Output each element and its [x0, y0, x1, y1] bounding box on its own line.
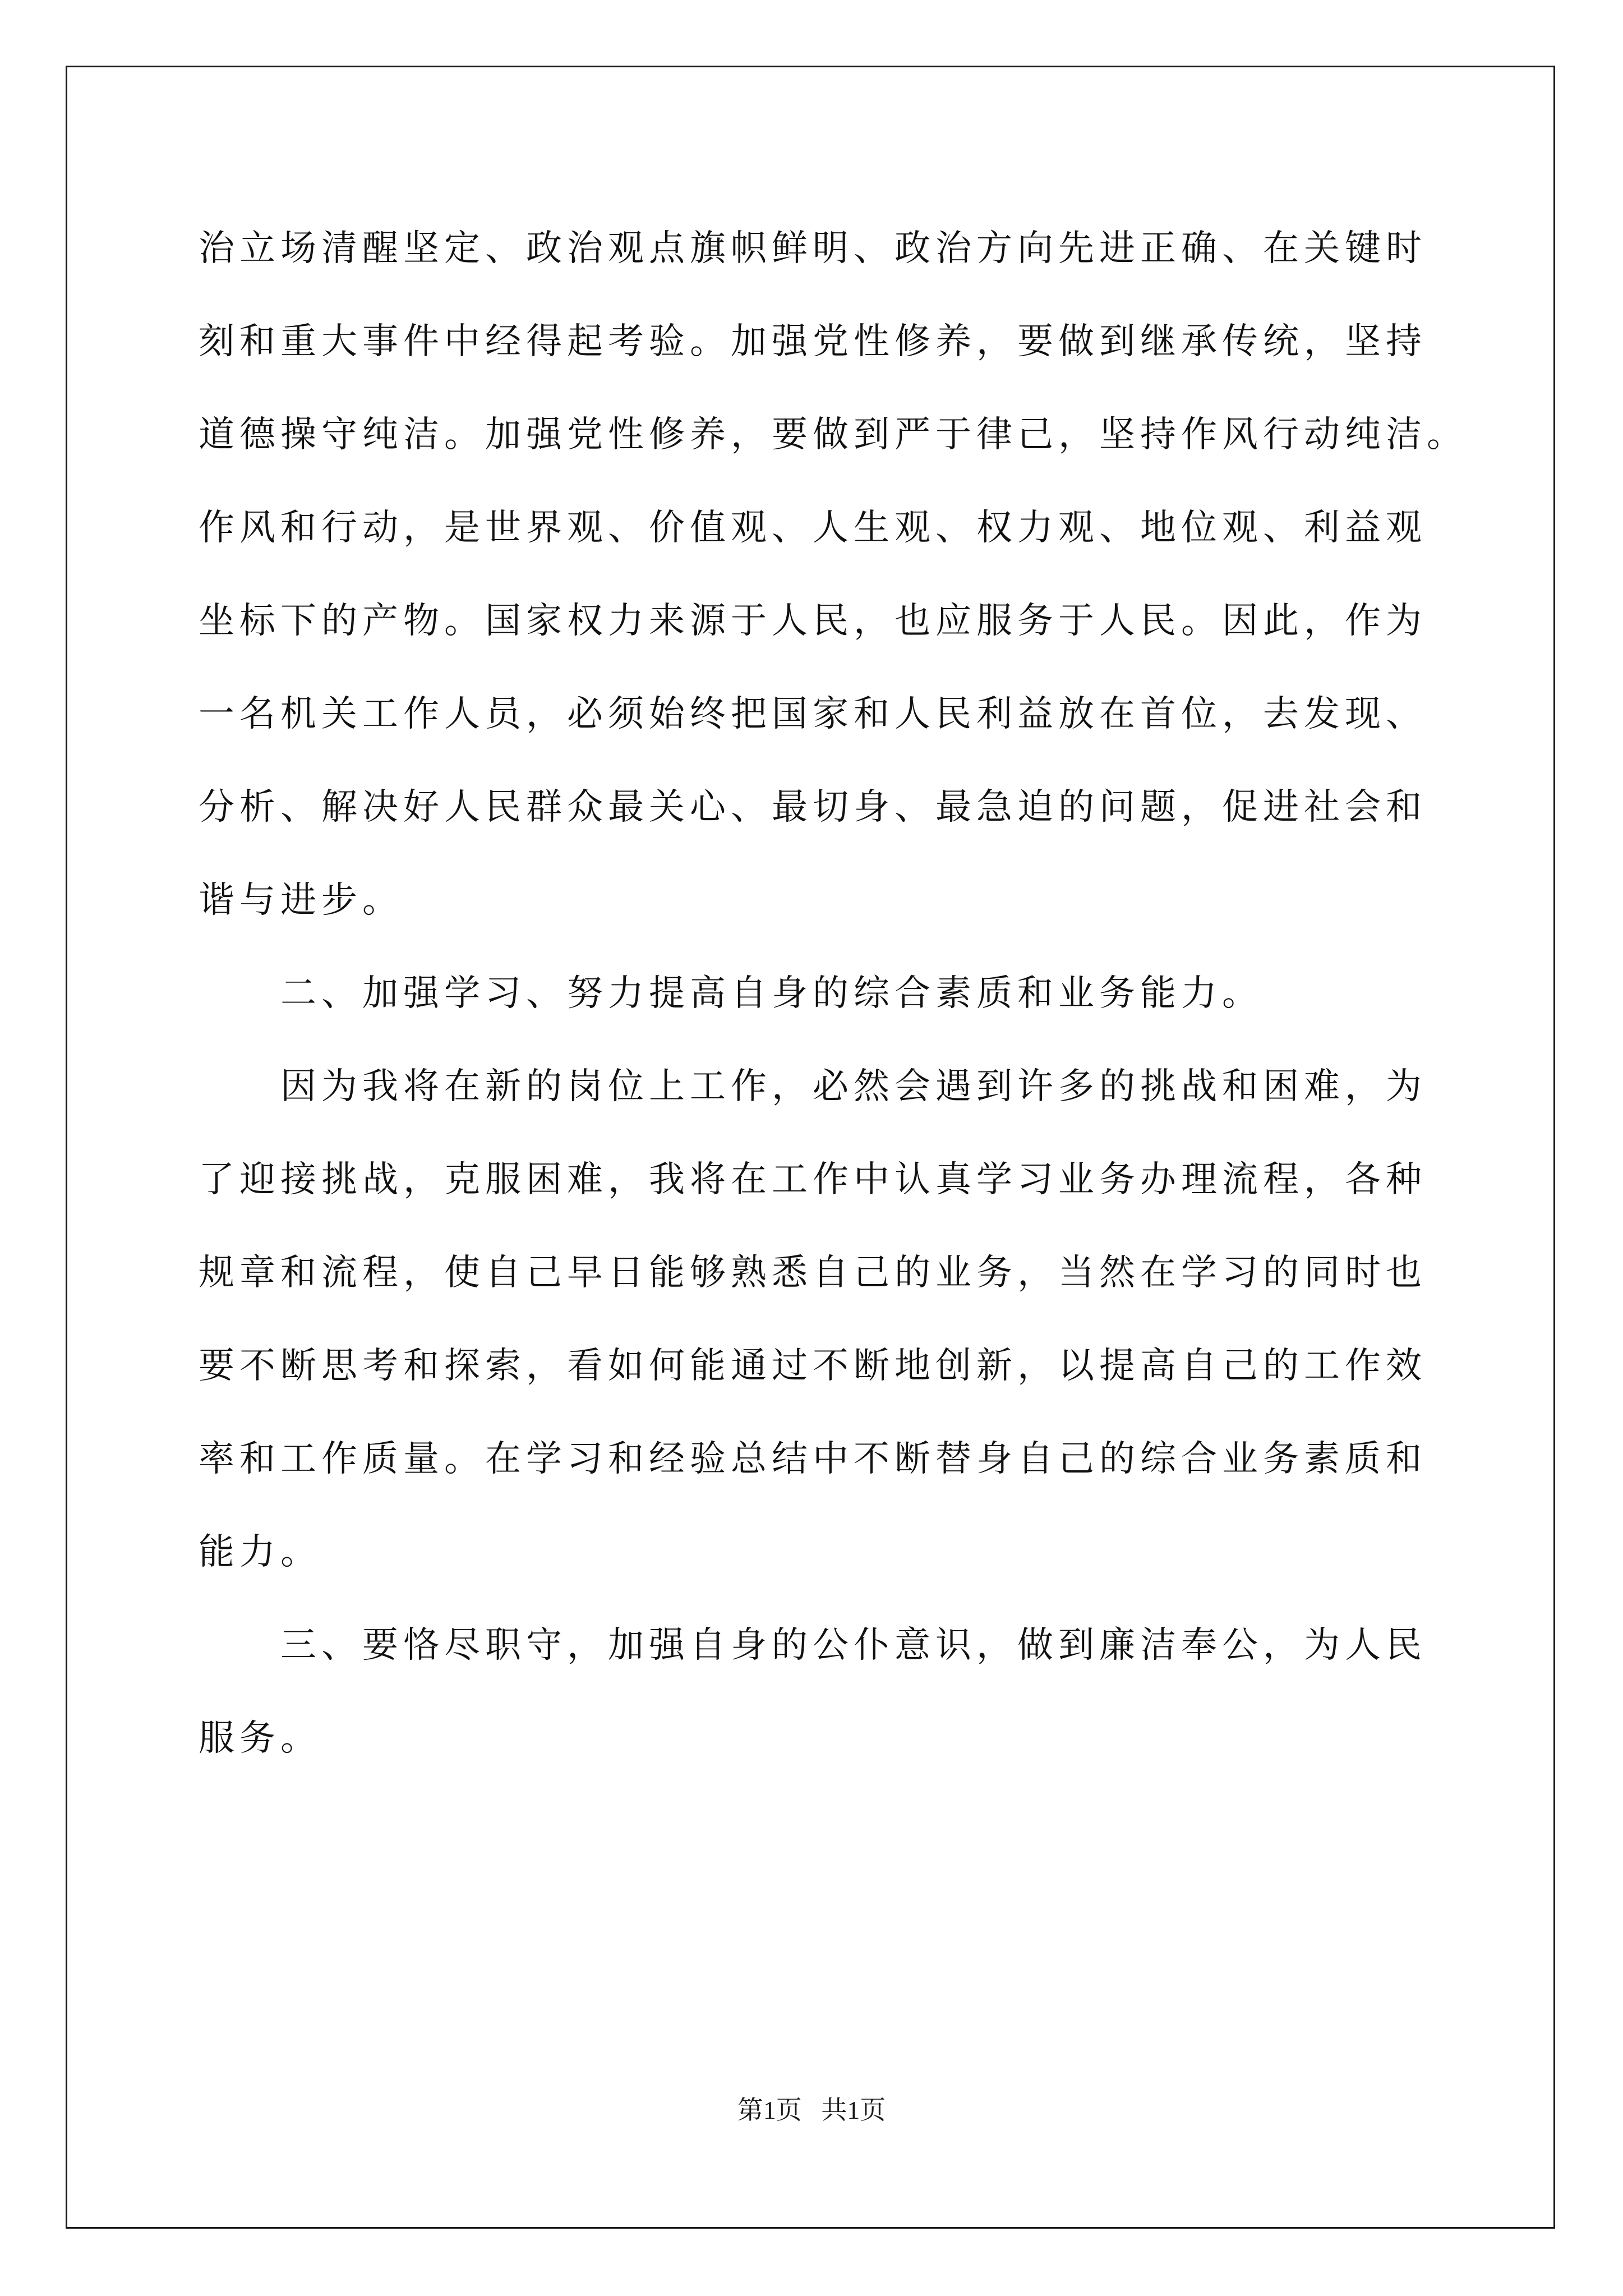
text-line: 率和工作质量。在学习和经验总结中不断替身自己的综合业务素质和 [199, 1438, 1427, 1480]
text-line: 分析、解决好人民群众最关心、最切身、最急迫的问题，促进社会和 [199, 786, 1427, 828]
text-line: 刻和重大事件中经得起考验。加强党性修养，要做到继承传统，坚持 [199, 321, 1427, 362]
text-line: 谐与进步。 [199, 880, 403, 921]
text-line: 服务。 [199, 1718, 321, 1759]
document-body [199, 202, 1468, 1785]
text-line: 能力。 [199, 1531, 321, 1573]
text-line: 二、加强学习、努力提高自身的综合素质和业务能力。 [280, 973, 1263, 1014]
text-line: 治立场清醒坚定、政治观点旗帜鲜明、政治方向先进正确、在关键时 [199, 228, 1427, 269]
text-line: 一名机关工作人员，必须始终把国家和人民利益放在首位，去发现、 [199, 693, 1427, 735]
text-line: 坐标下的产物。国家权力来源于人民，也应服务于人民。因此，作为 [199, 600, 1427, 642]
text-line: 要不断思考和探索，看如何能通过不断地创新，以提高自己的工作效 [199, 1345, 1427, 1387]
text-line: 了迎接挑战，克服困难，我将在工作中认真学习业务办理流程，各种 [199, 1159, 1427, 1200]
text-line: 道德操守纯洁。加强党性修养，要做到严于律己，坚持作风行动纯洁。 [199, 414, 1468, 455]
text-line: 规章和流程，使自己早日能够熟悉自己的业务，当然在学习的同时也 [199, 1252, 1427, 1294]
text-line: 因为我将在新的岗位上工作，必然会遇到许多的挑战和困难，为 [280, 1066, 1427, 1107]
text-line: 作风和行动，是世界观、价值观、人生观、权力观、地位观、利益观 [199, 507, 1427, 549]
text-line: 三、要恪尽职守，加强自身的公仆意识，做到廉洁奉公，为人民 [280, 1625, 1427, 1666]
page-footer: 第1页 共1页 [737, 2096, 886, 2124]
